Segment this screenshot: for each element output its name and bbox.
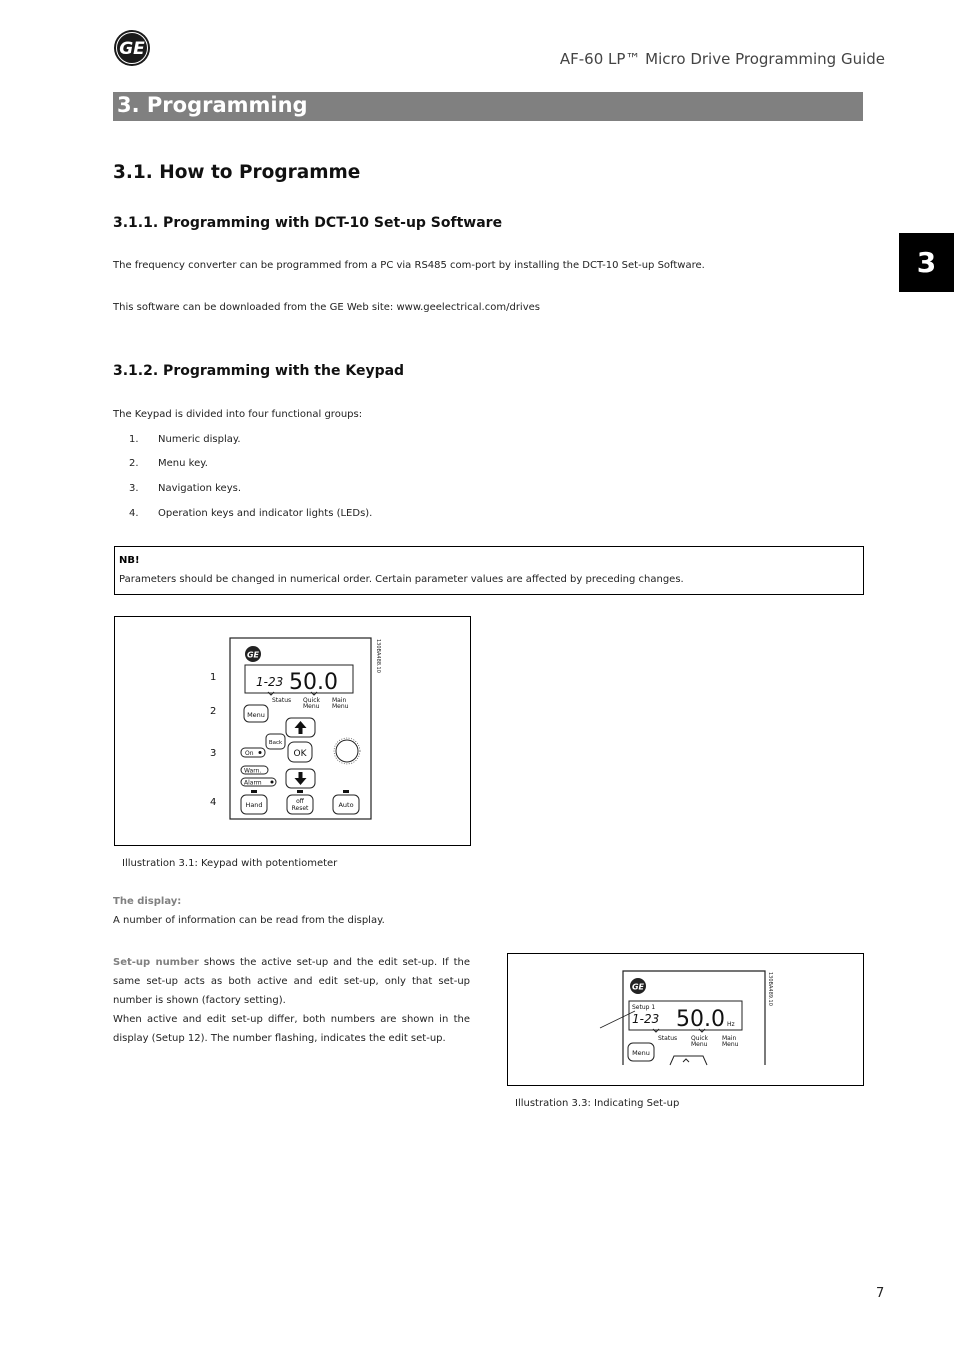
group-label: 3 [210,748,217,759]
note-title: NB! [119,555,140,566]
display-parameter: 1-23 [632,1012,660,1026]
ge-logo-icon [113,29,151,67]
figure-keypad [114,616,471,846]
potentiometer-knob[interactable] [336,740,358,762]
figure-caption: Illustration 3.1: Keypad with potentiometer [122,858,338,869]
list-item-number: 2. [129,458,139,469]
status-label: Status [658,1035,678,1042]
ge-logo-icon [630,978,646,994]
hand-button-label: Hand [245,801,263,809]
svg-text:GE: GE [246,650,260,660]
note-box [114,546,864,595]
status-label: Status [272,697,292,704]
paragraph: The Keypad is divided into four functional groups: [113,409,363,420]
subsection-heading-dct10: 3.1.1. Programming with DCT-10 Set-up Software [113,215,503,231]
display-label: The display: [113,896,182,907]
list-item: Navigation keys. [158,483,242,494]
list-item-number: 3. [129,483,139,494]
chapter-title: 3. Programming [117,93,308,117]
list-item: Operation keys and indicator lights (LEDs). [158,508,373,519]
group-label: 4 [210,797,217,808]
main-menu-label: Menu [722,1041,739,1048]
svg-text:GE: GE [631,982,645,992]
unit-label: Hz [727,1021,735,1028]
back-button-label: Back [268,740,283,746]
list-item-number: 1. [129,434,139,445]
subsection-heading-keypad: 3.1.2. Programming with the Keypad [113,363,405,379]
list-item: Numeric display. [158,434,241,445]
on-led-label: On [245,750,254,757]
display-parameter: 1-23 [256,675,284,689]
setup-number-label: Set-up number [113,957,199,968]
quick-menu-label: Menu [691,1041,708,1048]
reset-button-label: Reset [291,805,309,812]
menu-button-label: Menu [247,711,265,719]
list-item-number: 4. [129,508,139,519]
quick-menu-label: Quick [691,1035,708,1042]
quick-menu-label: Menu [303,703,320,710]
figure-setup-display [507,953,864,1086]
menu-button-label: Menu [632,1049,650,1057]
group-label: 1 [210,672,217,683]
warn-led-label: Warn. [244,767,262,775]
main-menu-label: Main [722,1035,737,1042]
auto-button-label: Auto [338,801,354,809]
paragraph: The frequency converter can be programmed from a PC via RS485 com-port by installing the DCT-10 Set-up Software. [113,260,705,271]
section-heading: 3.1. How to Programme [113,162,361,183]
list-item: Menu key. [158,458,208,469]
chapter-heading-bar [113,92,863,121]
drawing-code: 130BA488.10 [375,639,381,673]
setup-indicator: Setup 1 [632,1004,656,1011]
up-button-partial[interactable] [670,1056,707,1065]
main-menu-label: Menu [332,703,349,710]
group-label: 2 [210,706,217,717]
alarm-led-label: Alarm [244,779,262,787]
svg-text:GE: GE [119,39,145,59]
off-button-label: off [296,798,304,805]
display-value: 50.0 [289,670,338,695]
paragraph: This software can be downloaded from the GE Web site: www.geelectrical.com/drives [113,302,540,313]
setup-paragraph: Set-up number shows the active set-up and the edit set-up. If the same set-up acts as both active and edit set-up, only that set-up number is shown (factory setting). When active and edit set-up differ, both numbers are shown in the display (Setup 12). The number flashing, indicates the edit set-up. [113,957,470,1044]
main-menu-label: Main [332,697,347,704]
quick-menu-label: Quick [303,697,320,704]
display-value: 50.0 [676,1007,725,1032]
figure-caption: Illustration 3.3: Indicating Set-up [515,1098,680,1109]
chapter-tab: 3 [899,233,954,292]
drawing-code: 130BA489.10 [767,972,773,1006]
ge-logo-icon [245,646,261,662]
paragraph: A number of information can be read from the display. [113,915,385,926]
page-number: 7 [876,1286,885,1301]
ok-button-label: OK [293,749,307,759]
note-text: Parameters should be changed in numerical order. Certain parameter values are affected by preceding changes. [119,574,684,585]
document-title: AF-60 LP™ Micro Drive Programming Guide [559,50,885,68]
